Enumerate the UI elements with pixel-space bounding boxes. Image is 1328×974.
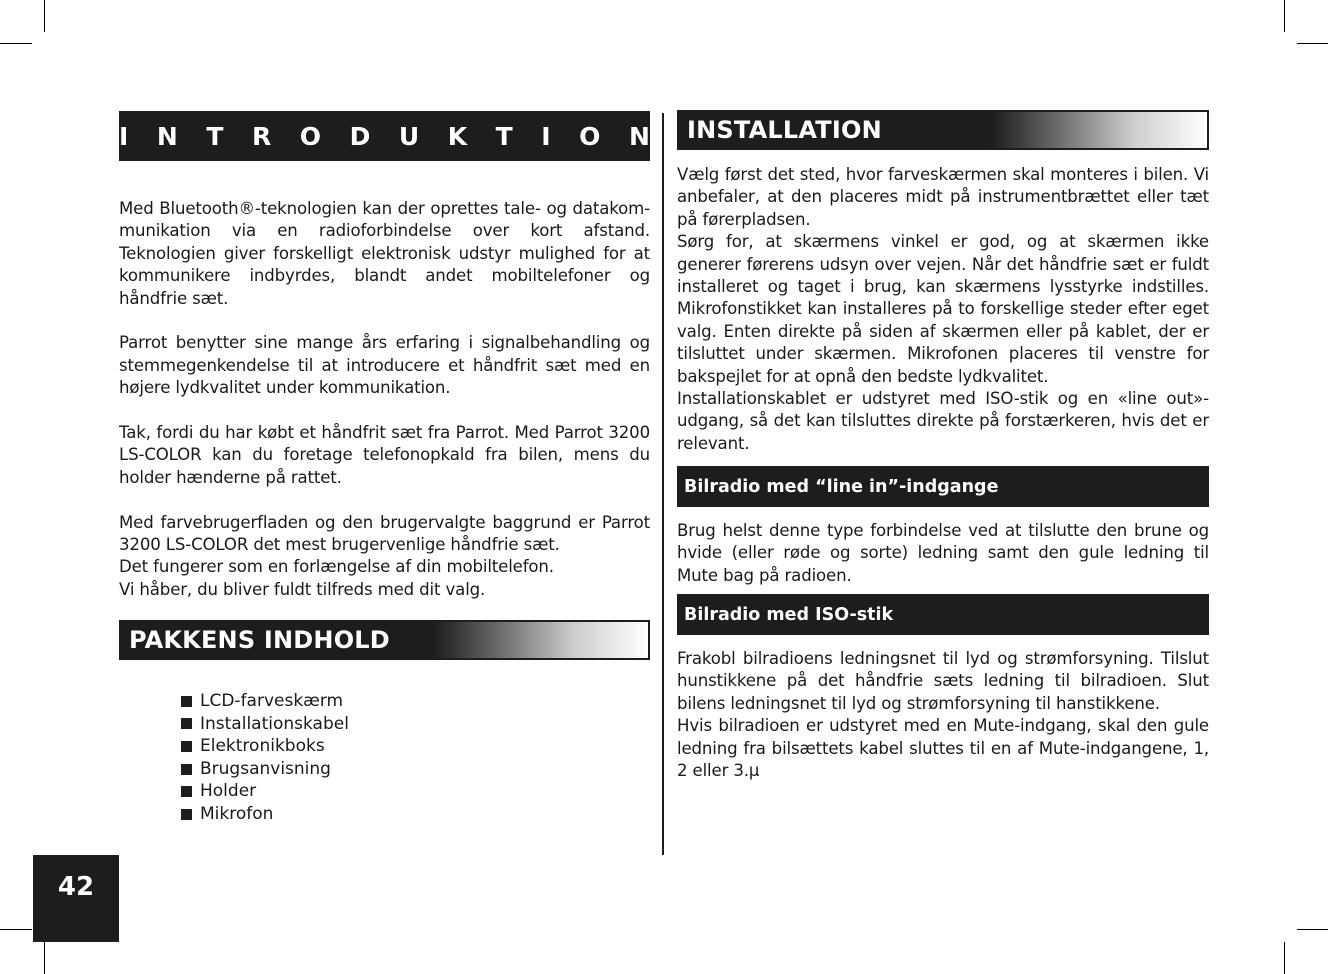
crop-mark bbox=[1284, 0, 1285, 32]
intro-paragraph: Vi håber, du bliver fuldt tilfreds med dit valg. bbox=[119, 579, 486, 599]
heading-letter: N bbox=[156, 121, 178, 151]
crop-mark bbox=[1284, 942, 1285, 974]
intro-paragraph: Med farvebrugerfladen og den brugervalgte baggrund er Parrot 3200 LS-COLOR det mest brugervenlige håndfrie sæt. bbox=[119, 512, 650, 555]
list-item-label: LCD-farveskærm bbox=[200, 691, 344, 711]
installation-title: INSTALLATION bbox=[687, 116, 882, 144]
list-item bbox=[181, 735, 349, 758]
intro-paragraph: Parrot benytter sine mange års erfaring i signalbehandling og stemmegenkendelse til at introducere et håndfrit sæt med en højere lydkvalitet under kommunikation. bbox=[119, 333, 650, 398]
line-in-body bbox=[677, 520, 1209, 587]
list-item-label: Installationskabel bbox=[200, 713, 349, 734]
iso-paragraph: Hvis bilradioen er udstyret med en Mute-indgang, skal den gule ledning fra bilsættets kabel sluttes til en af Mute-indgangene, 1, 2 eller 3.µ bbox=[677, 716, 1209, 781]
introduction-heading bbox=[119, 111, 650, 161]
package-contents-list bbox=[181, 690, 349, 826]
heading-letter: T bbox=[495, 121, 513, 151]
bullet-square-icon bbox=[181, 809, 192, 820]
list-item-label: Mikrofon bbox=[200, 803, 274, 824]
line-in-paragraph: Brug helst denne type forbindelse ved at tilslutte den brune og hvide (eller røde og sorte) ledning samt den gule ledning til Mute bag på radioen. bbox=[677, 521, 1209, 585]
installation-heading bbox=[677, 110, 1209, 150]
list-item bbox=[181, 758, 349, 781]
crop-mark bbox=[0, 43, 32, 44]
heading-letter: O bbox=[579, 121, 601, 151]
crop-mark bbox=[0, 929, 32, 930]
package-contents-heading bbox=[119, 620, 650, 660]
list-item-label: Brugsanvisning bbox=[200, 758, 331, 779]
list-item-label: Holder bbox=[200, 781, 257, 802]
installation-body bbox=[677, 164, 1209, 455]
heading-letter: K bbox=[447, 121, 468, 151]
bullet-square-icon bbox=[181, 741, 192, 752]
bullet-square-icon bbox=[181, 786, 192, 797]
iso-paragraph: Frakobl bilradioens ledningsnet til lyd og strømforsyning. Tilslut hunstikkene på det håndfrie sæts ledning til bilradioen. Slut bilens ledningsnet til lyd og strømforsyning til hanstikkene. bbox=[677, 649, 1209, 713]
intro-paragraph: Med Bluetooth®-teknologien kan der oprettes tale- og datakom-munikation via en radioforbindelse over kort afstand. Teknologien giver forskelligt elektronisk udstyr mulighed for at kommunikere indbyrdes, blandt andet mobiltelefoner og håndfrie sæt. bbox=[119, 199, 650, 308]
heading-letter: T bbox=[206, 121, 224, 151]
crop-mark bbox=[44, 0, 45, 32]
line-in-heading bbox=[677, 466, 1209, 507]
list-item bbox=[181, 803, 349, 826]
heading-letter: I bbox=[541, 121, 551, 151]
list-item bbox=[181, 780, 349, 803]
bullet-square-icon bbox=[181, 696, 192, 707]
column-divider bbox=[662, 113, 664, 855]
intro-paragraph: Tak, fordi du har købt et håndfrit sæt fra Parrot. Med Parrot 3200 LS-COLOR kan du foretage telefonopkald fra bilen, mens du holder hænderne på rattet. bbox=[119, 423, 650, 487]
installation-paragraph: Sørg for, at skærmens vinkel er god, og at skærmen ikke generer førerens udsyn over vejen. Når det håndfrie sæt er fuldt installeret og taget i brug, kan skærmens lysstyrke indstilles. Mikrofonstikket kan installeres på to forskellige steder efter eget valg. Enten direkte på siden af skærmen eller på kablet, der er tilsluttet under skærmen. Mikrofonen placeres til venstre for bakspejlet for at opnå den bedste lydkvalitet. bbox=[677, 232, 1209, 386]
iso-title: Bilradio med ISO-stik bbox=[684, 604, 894, 625]
package-contents-title: PAKKENS INDHOLD bbox=[129, 626, 390, 654]
crop-mark bbox=[44, 942, 45, 974]
heading-letter: I bbox=[119, 121, 129, 151]
intro-paragraph: Det fungerer som en forlængelse af din mobiltelefon. bbox=[119, 557, 554, 577]
crop-mark bbox=[1297, 929, 1328, 930]
bullet-square-icon bbox=[181, 764, 192, 775]
heading-letter: U bbox=[398, 121, 420, 151]
heading-letter: R bbox=[251, 121, 272, 151]
list-item bbox=[181, 690, 349, 713]
introduction-body bbox=[119, 198, 650, 601]
heading-letter: D bbox=[349, 121, 371, 151]
list-item-label: Elektronikboks bbox=[200, 736, 325, 757]
heading-letter: N bbox=[628, 121, 650, 151]
heading-letter: O bbox=[299, 121, 322, 151]
installation-paragraph: Vælg først det sted, hvor farveskærmen skal monteres i bilen. Vi anbefaler, at den placeres midt på instrumentbrættet eller tæt på førerpladsen. bbox=[677, 165, 1209, 229]
line-in-title: Bilradio med “line in”-indgange bbox=[684, 476, 999, 497]
iso-heading bbox=[677, 594, 1209, 635]
page-number: 42 bbox=[57, 872, 95, 902]
installation-paragraph: Installationskablet er udstyret med ISO-stik og en «line out»-udgang, så det kan tilsluttes direkte på forstærkeren, hvis det er relevant. bbox=[677, 389, 1209, 453]
iso-body bbox=[677, 648, 1209, 782]
page-number-box bbox=[33, 855, 119, 942]
list-item bbox=[181, 713, 349, 736]
crop-mark bbox=[1297, 43, 1328, 44]
bullet-square-icon bbox=[181, 718, 192, 729]
